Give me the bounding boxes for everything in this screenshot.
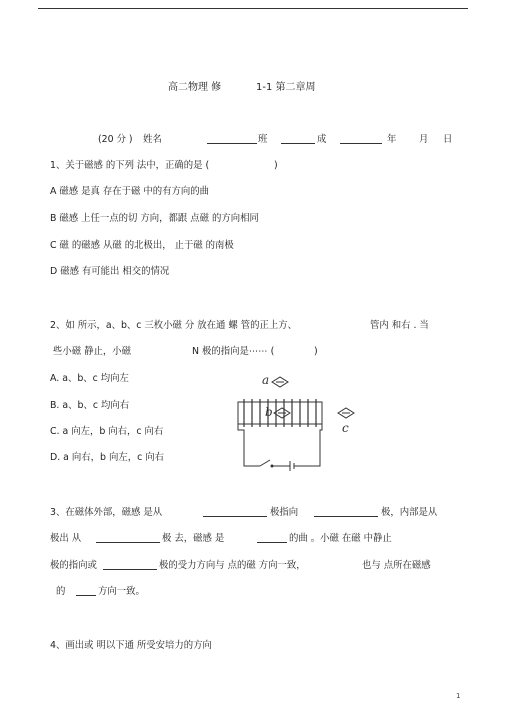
q2-line2b: N 极的指向是⋯⋯ (: [192, 346, 275, 357]
grade-blank: [340, 134, 382, 148]
q2-option-c: C. a 向左，b 向右，c 向右: [50, 426, 164, 437]
month-label: 月: [419, 134, 429, 145]
q3-l2b: 极 去，磁感 是: [162, 533, 225, 544]
switch: [260, 460, 270, 466]
q3-blank4: [257, 533, 287, 547]
q3-blank3: [96, 533, 160, 547]
q1-option-c: C 磁 的磁感 从磁 的北极出， 止于磁 的南极: [50, 240, 234, 251]
top-rule: [38, 8, 468, 9]
q3-l2a: 极出 从: [50, 533, 82, 544]
q3-l4a: 的: [56, 586, 66, 597]
q3-l2c: 的曲 。小磁 在磁 中静止: [289, 533, 392, 544]
circuit-wire: [238, 424, 260, 466]
q2-line2a: 些小磁 静止，小磁: [53, 346, 131, 357]
class-blank: [281, 134, 315, 148]
q2-option-b: B. a、b、c 均向右: [50, 400, 130, 411]
grade-label: 成: [317, 134, 327, 145]
q2-line1b: 管内 和右 . 当: [370, 320, 429, 331]
class-label: 班: [258, 134, 268, 145]
doc-title: 高二物理 修: [168, 82, 222, 93]
q3-l1c: 极，内部是从: [381, 507, 438, 518]
q3-blank5: [103, 560, 157, 574]
q3-l3c: 也与 点所在磁感: [362, 560, 431, 571]
q1-option-b: B 磁感 上任一点的切 方向，都跟 点磁 的方向相同: [50, 213, 259, 224]
needle-a: [272, 377, 288, 387]
q1-option-a: A 磁感 是真 存在于磁 中的有方向的曲: [50, 186, 209, 197]
q3-l1b: 极指向: [270, 507, 299, 518]
page-number: 1: [456, 692, 461, 700]
q2-option-d: D. a 向右，b 向左，c 向右: [50, 452, 164, 463]
day-label: 日: [443, 134, 453, 145]
q3-l1a: 3、在磁体外部，磁感 是从: [50, 507, 163, 518]
label-c: c: [342, 421, 349, 435]
q1-option-d: D 磁感 有可能出 相交的情况: [50, 266, 170, 277]
solenoid-figure: [232, 372, 372, 472]
q3-l3a: 极的指向或: [50, 560, 97, 571]
q3-blank2: [314, 507, 378, 521]
needle-c: [338, 408, 354, 418]
q1-stem: 1、关于磁感 的下列 法中，正确的是 (: [50, 160, 210, 171]
name-label: 姓名: [143, 134, 162, 145]
q4-stem: 4、画出或 明以下通 所受安培力的方向: [50, 640, 212, 651]
score-label: (20 分 ): [98, 134, 133, 145]
year-label: 年: [387, 134, 397, 145]
doc-subtitle: 1-1 第二章周: [256, 82, 316, 93]
q1-close: ): [274, 160, 278, 171]
q2-line1a: 2、如 所示，a、b、c 三枚小磁 分 放在通 螺 管的正上方、: [50, 320, 297, 331]
name-blank: [207, 134, 257, 148]
q2-option-a: A. a、b、c 均向左: [50, 373, 129, 384]
q3-blank1: [203, 507, 267, 521]
q3-l3b: 极的受力方向与 点的磁 方向一致，: [159, 560, 306, 571]
q3-blank6: [76, 586, 96, 600]
q2-line2c: ): [314, 346, 318, 357]
q3-l4b: 方向一致。: [98, 586, 145, 597]
label-b: b: [265, 405, 273, 419]
label-a: a: [262, 373, 270, 387]
